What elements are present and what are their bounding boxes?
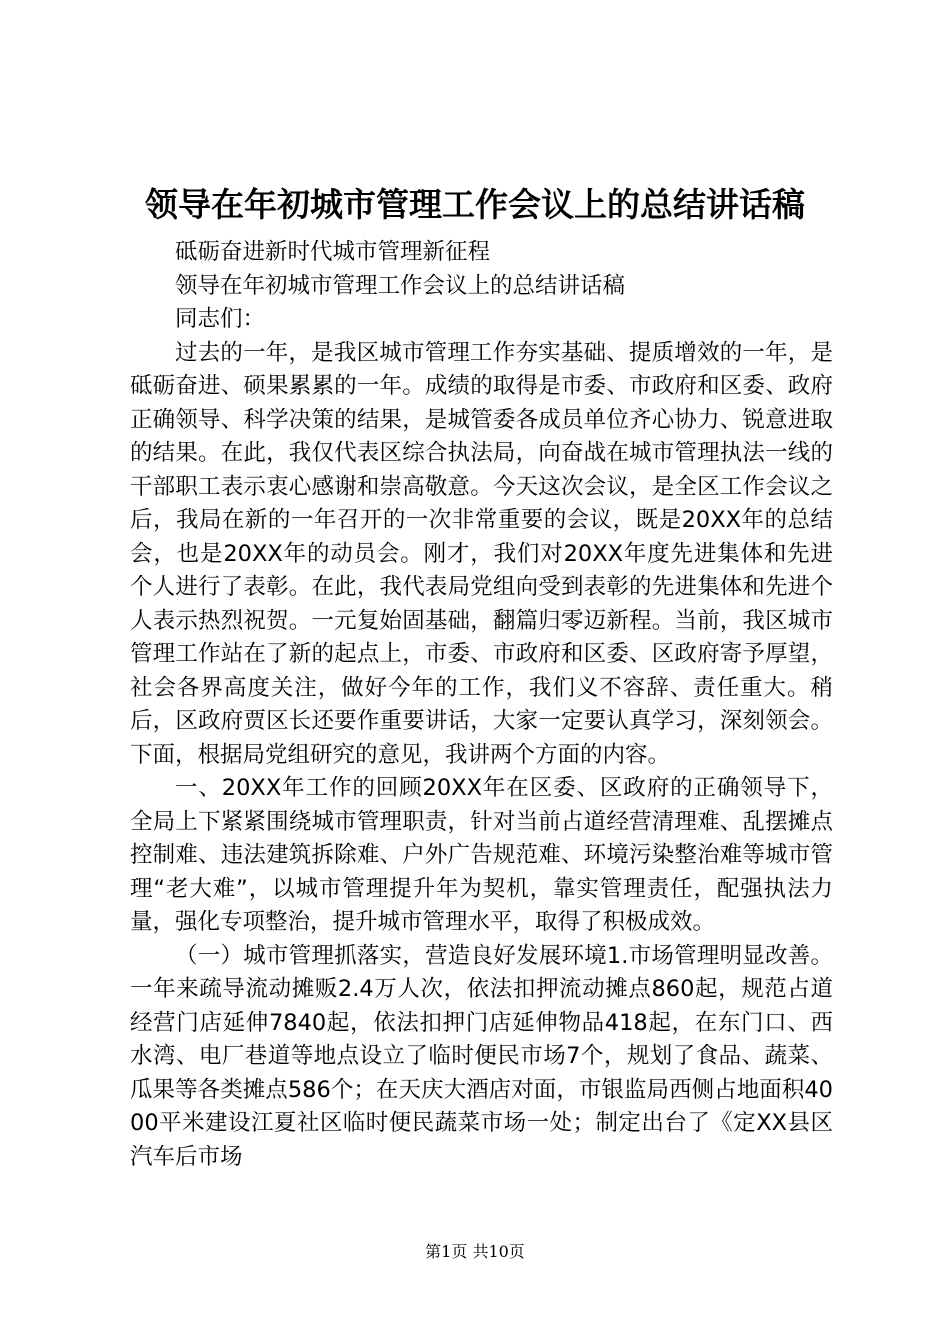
paragraph-heading: 领导在年初城市管理工作会议上的总结讲话稿 bbox=[175, 272, 626, 299]
paragraph-salutation: 同志们： bbox=[175, 306, 266, 332]
paragraph-subsection-one: （一）城市管理抓落实，营造良好发展环境1.市场管理明显改善。一年来疏导流动摊贩2.4万人次，依法扣押流动摊点860起，规范占道经营门店延伸7840起，依法扣押门店延伸物品418起，在东门口、西水湾、电厂巷道等地点设立了临时便民市场7个，规划了食品、蔬菜、瓜果等各类摊点586个；在天庆大酒店对面，市银监局西侧占地面积4000平米建设江夏社区临时便民蔬菜市场一处；制定出台了《定XX县区汽车后市场 bbox=[130, 942, 833, 1170]
paragraph-section-one: 一、20XX年工作的回顾20XX年在区委、区政府的正确领导下，全局上下紧紧围绕城市管理职责，针对当前占道经营清理难、乱摆摊点控制难、违法建筑拆除难、户外广告规范难、环境污染整治难等城市管理“老大难”，以城市管理提升年为契机，靠实管理责任，配强执法力量，强化专项整治，提升城市管理水平，取得了积极成效。 bbox=[130, 775, 833, 935]
paragraph-intro: 过去的一年，是我区城市管理工作夯实基础、提质增效的一年，是砥砺奋进、硕果累累的一年。成绩的取得是市委、市政府和区委、政府正确领导、科学决策的结果，是城管委各成员单位齐心协力、锐意进取的结果。在此，我仅代表区综合执法局，向奋战在城市管理执法一线的干部职工表示衷心感谢和崇高敬意。今天这次会议，是全区工作会议之后，我局在新的一年召开的一次非常重要的会议，既是20XX年的总结会，也是20XX年的动员会。刚才，我们对20XX年度先进集体和先进个人进行了表彰。在此，我代表局党组向受到表彰的先进集体和先进个人表示热烈祝贺。一元复始固基础，翻篇归零迈新程。当前，我区城市管理工作站在了新的起点上，市委、市政府和区委、区政府寄予厚望，社会各界高度关注，做好今年的工作，我们义不容辞、责任重大。稍后，区政府贾区长还要作重要讲话，大家一定要认真学习，深刻领会。下面，根据局党组研究的意见，我讲两个方面的内容。 bbox=[130, 339, 833, 768]
document-body bbox=[130, 236, 833, 1174]
paragraph-subtitle: 砥砺奋进新时代城市管理新征程 bbox=[175, 239, 491, 265]
document-title: 领导在年初城市管理工作会议上的总结讲话稿 bbox=[145, 185, 805, 224]
page-footer: 第1页 共10页 bbox=[425, 1242, 525, 1261]
